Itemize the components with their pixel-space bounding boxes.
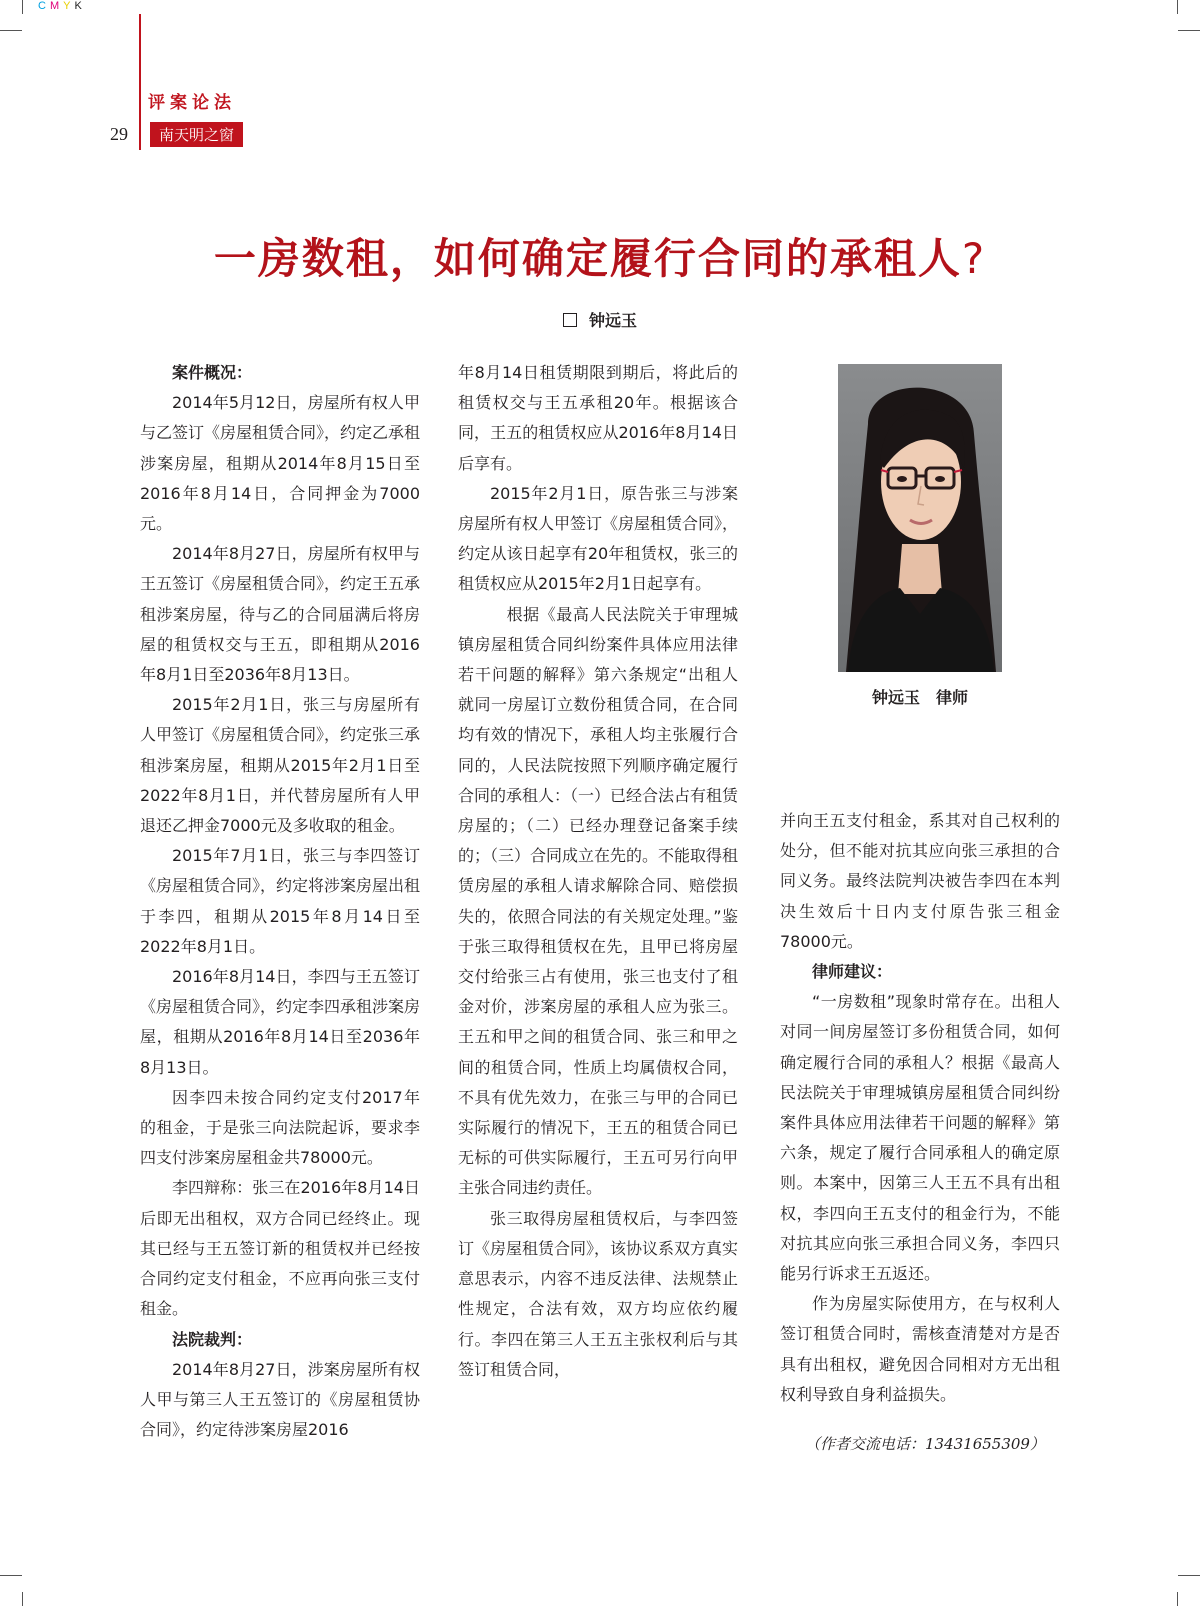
body-paragraph: 李四辩称：张三在2016年8月14日后即无出租权，双方合同已经终止。现其已经与王五签订新的租赁权并已经按合同约定支付租金，不应再向张三支付租金。 [140, 1178, 420, 1319]
author-contact: （作者交流电话：13431655309） [805, 1435, 1045, 1453]
body-paragraph: 2014年8月27日，房屋所有权甲与王五签订《房屋租赁合同》，约定王五承租涉案房屋，待与乙的合同届满后将房屋的租赁权交与王五，即租期从2016年8月1日至2036年8月13日。 [140, 544, 421, 685]
crop-mark-bottom-left-h [0, 1575, 22, 1576]
text-column-2 [458, 358, 738, 1385]
crop-mark-bottom-left-v [22, 1592, 23, 1606]
body-paragraph: 作为房屋实际使用方，在与权利人签订租赁合同时，需核查清楚对方是否具有出租权，避免因合同相对方无出租权利导致自身利益损失。 [780, 1294, 1060, 1404]
author-line [0, 308, 1200, 331]
crop-mark-top-right-h [1178, 30, 1200, 31]
text-column-3 [780, 806, 1060, 1410]
crop-mark-top-left-h [0, 30, 22, 31]
body-paragraph: 因李四未按合同约定支付2017年的租金，于是张三向法院起诉，要求李四支付涉案房屋租金共78000元。 [140, 1087, 420, 1168]
page-number: 29 [110, 124, 128, 144]
section-heading: 案件概况： [172, 363, 253, 382]
body-paragraph: 并向王五支付租金，系其对自己权利的处分，但不能对抗其应向张三承担的合同义务。最终法院判决被告李四在本判决生效后十日内支付原告张三租金78000元。 [780, 811, 1060, 951]
body-paragraph: “一房数租”现象时常存在。出租人对同一间房屋签订多份租赁合同，如何确定履行合同的承租人？根据《最高人民法院关于审理城镇房屋租赁合同纠纷案件具体应用法律若干问题的解释》第六条，规定了履行合同承租人的确定原则。本案中，因第三人王五不具有出租权，李四向王五支付的租金行为，不能对抗其应向张三承担合同义务，李四只能另行诉求王五返还。 [780, 992, 1060, 1284]
body-paragraph: 2015年2月1日，张三与房屋所有人甲签订《房屋租赁合同》，约定张三承租涉案房屋，租期从2015年2月1日至2022年8月1日，并代替房屋所有人甲退还乙押金7000元及多收取的租金。 [140, 695, 421, 836]
section-label: 评案论法 [148, 93, 236, 113]
portrait-illustration [838, 364, 1002, 672]
crop-mark-top-right-v [1177, 0, 1178, 14]
body-paragraph: 2016年8月14日，李四与王五签订《房屋租赁合同》，约定李四承租涉案房屋，租期从2016年8月14日至2036年8月13日。 [140, 967, 421, 1077]
header-red-rule [139, 14, 141, 150]
body-paragraph: 2014年5月12日，房屋所有权人甲与乙签订《房屋租赁合同》，约定乙承租涉案房屋，租期从2014年8月15日至2016年8月14日，合同押金为7000元。 [140, 393, 421, 534]
column-name-badge: 南天明之窗 [150, 122, 243, 147]
portrait-caption: 钟远玉 律师 [871, 688, 968, 707]
author-name: 钟远玉 [588, 311, 637, 330]
author-box-icon [563, 313, 577, 327]
article-title-text: 一房数租，如何确定履行合同的承租人 [213, 234, 962, 283]
crop-mark-top-left-v [22, 0, 23, 14]
body-paragraph: 2015年7月1日，张三与李四签订《房屋租赁合同》，约定将涉案房屋出租于李四，租期从2015年8月14日至2022年8月1日。 [140, 846, 421, 956]
author-portrait [838, 364, 1002, 672]
cmyk-registration: CMYK [38, 0, 86, 12]
body-paragraph: 根据《最高人民法院关于审理城镇房屋租赁合同纠纷案件具体应用法律若干问题的解释》第六条规定“出租人就同一房屋订立数份租赁合同，在合同均有效的情况下，承租人均主张履行合同的，人民法院按照下列顺序确定履行合同的承租人：（一）已经合法占有租赁房屋的；（二）已经办理登记备案手续的；（三）合同成立在先的。不能取得租赁房屋的承租人请求解除合同、赔偿损失的，依照合同法的有关规定处理。”鉴于张三取得租赁权在先，且甲已将房屋交付给张三占有使用，张三也支付了租金对价，涉案房屋的承租人应为张三。王五和甲之间的租赁合同、张三和甲之间的租赁合同，性质上均属债权合同，不具有优先效力，在张三与甲的合同已实际履行的情况下，王五的租赁合同已无标的可供实际履行，王五可另行向甲主张合同违约责任。 [458, 604, 739, 1198]
crop-mark-bottom-right-h [1178, 1575, 1200, 1576]
crop-mark-bottom-right-v [1177, 1592, 1178, 1606]
section-heading: 律师建议： [812, 962, 893, 982]
section-heading: 法院裁判： [172, 1329, 253, 1349]
body-paragraph: 张三取得房屋租赁权后，与李四签订《房屋租赁合同》，该协议系双方真实意思表示，内容不违反法律、法规禁止性规定，合法有效，双方均应依约履行。李四在第三人王五主张权利后与其签订租赁合同， [458, 1208, 739, 1379]
article-title-mark: ? [961, 234, 987, 283]
body-paragraph: 2015年2月1日，原告张三与涉案房屋所有权人甲签订《房屋租赁合同》，约定从该日起享有20年租赁权，张三的租赁权应从2015年2月1日起享有。 [458, 483, 739, 594]
body-paragraph: 年8月14日租赁期限到期后，将此后的租赁权交与王五承租20年。根据该合同，王五的租赁权应从2016年8月14日后享有。 [458, 363, 738, 473]
article-title [0, 226, 1200, 286]
text-column-1 [140, 358, 420, 1445]
body-paragraph: 2014年8月27日，涉案房屋所有权人甲与第三人王五签订的《房屋租赁协合同》，约定待涉案房屋2016 [140, 1359, 420, 1440]
